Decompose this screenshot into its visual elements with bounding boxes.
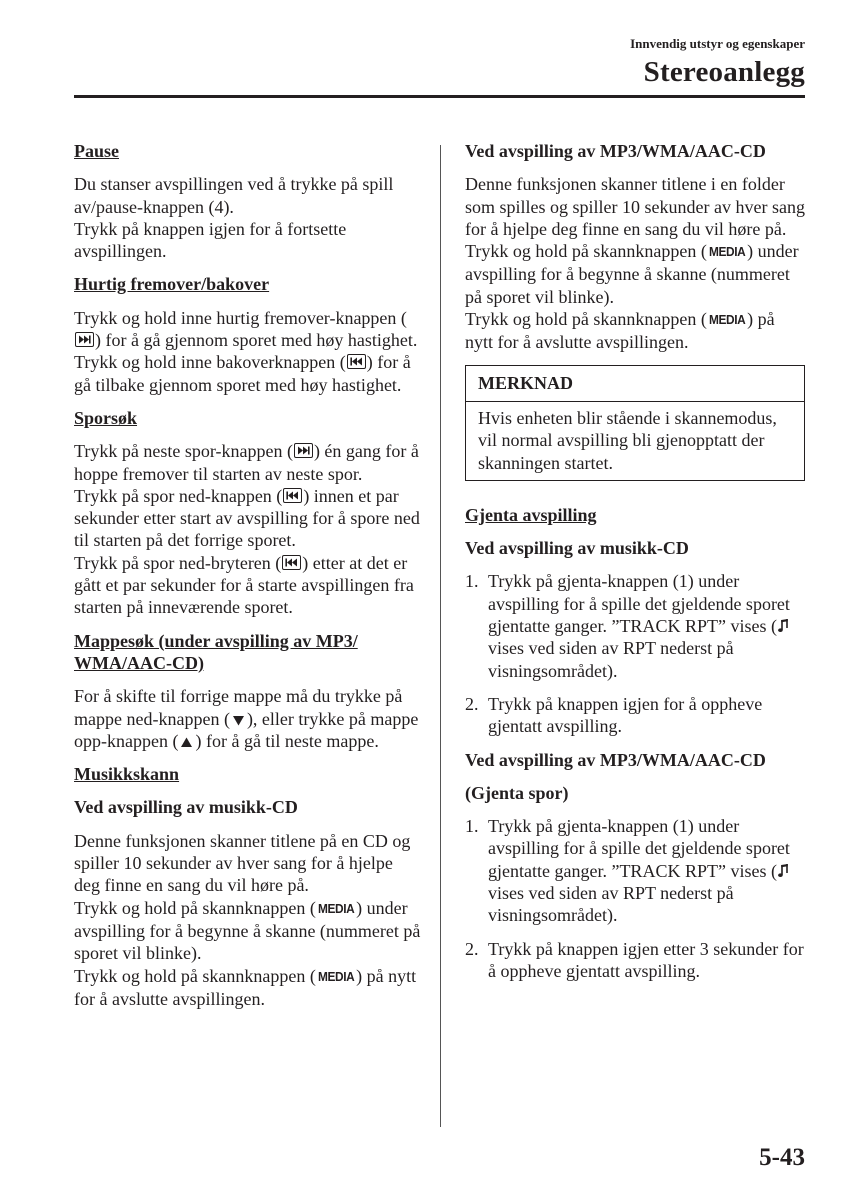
text: ), eller trykke på mappe opp-knappen ( <box>74 708 419 751</box>
list-item <box>465 815 805 926</box>
list-item <box>465 938 805 983</box>
triangle-down-icon <box>231 714 246 727</box>
text: Trykk på knappen igjen for å fortsette avspillingen. <box>74 218 347 262</box>
subheading-mp3-cd: Ved avspilling av MP3/WMA/AAC-CD <box>465 749 766 770</box>
steps-list <box>465 570 805 737</box>
subheading-music-cd: Ved avspilling av musikk-CD <box>465 538 689 559</box>
section-heading-music-scan: Musikkskann <box>74 764 180 785</box>
paragraph <box>74 173 422 262</box>
previous-track-icon <box>282 555 301 570</box>
text: Trykk og hold på skannknappen ( <box>465 309 707 330</box>
text: ) på nytt for å avslutte avspillingen. <box>74 965 417 1009</box>
text: ) for å gå til neste mappe. <box>195 730 379 751</box>
text: ) under avspilling for å begynne å skanne (nummeret på sporet vil blinke). <box>74 897 421 964</box>
text: For å skifte til forrige mappe må du trykke på mappe ned-knappen ( <box>74 686 403 729</box>
header-subtitle: Innvendig utstyr og egenskaper <box>630 36 805 51</box>
text: ) innen et par sekunder etter start av avspilling for å spore ned til starten på det forrige sporet. <box>74 485 420 551</box>
paragraph <box>465 173 805 353</box>
section-heading-track-search: Sporsøk <box>74 407 138 428</box>
section-heading-fast-forward: Hurtig fremover/bakover <box>74 274 270 295</box>
subheading-mp3-cd: Ved avspilling av MP3/WMA/AAC-CD <box>465 141 766 161</box>
step-number: 2. <box>465 693 479 714</box>
paragraph <box>74 440 422 618</box>
text: Denne funksjonen skanner titlene i en folder som spilles og spiller 10 sekunder av hver sang for å hjelpe deg finne en sang du vil høre på. Trykk og hold på skannknappen ( <box>465 174 805 262</box>
text: vises ved siden av RPT nederst på visningsområdet). <box>488 883 734 926</box>
text: Du stanser avspillingen ved å trykke på spill av/pause-knappen (4). <box>74 174 394 217</box>
text: ) under avspilling for å begynne å skanne (nummeret på sporet vil blinke). <box>465 241 799 307</box>
text: Trykk og hold inne hurtig fremover-knappen ( <box>74 307 407 328</box>
media-icon: MEDIA <box>708 245 746 260</box>
page-title: Stereoanlegg <box>643 56 805 88</box>
paragraph <box>74 830 422 1010</box>
text: Trykk på gjenta-knappen (1) under avspilling for å spille det gjeldende sporet gjentatte ganger. ”TRACK RPT” vises ( <box>488 816 790 881</box>
subheading-music-cd: Ved avspilling av musikk-CD <box>74 797 298 818</box>
paragraph <box>74 307 422 396</box>
text: Trykk på spor ned-bryteren ( <box>74 552 282 573</box>
previous-track-icon <box>283 488 302 503</box>
text: Trykk på knappen igjen etter 3 sekunder for å oppheve gjentatt avspilling. <box>488 938 804 981</box>
text: Trykk på spor ned-knappen ( <box>74 485 283 506</box>
text: ) én gang for å hoppe fremover til starten av neste spor. <box>74 441 419 484</box>
list-item <box>465 570 805 681</box>
media-icon: MEDIA <box>317 969 355 984</box>
section-heading-repeat: Gjenta avspilling <box>465 504 597 525</box>
text: ) på nytt for å avslutte avspillingen. <box>465 309 775 353</box>
steps-list <box>465 815 805 982</box>
note-box <box>465 365 805 481</box>
note-body: Hvis enheten blir stående i skannemodus, vil normal avspilling bli gjenopptatt der skanningen startet. <box>478 407 777 473</box>
text: ) etter at det er gått et par sekunder for å starte avspillingen fra starten på inneværende sporet. <box>74 552 414 618</box>
text: Trykk på knappen igjen for å oppheve gjentatt avspilling. <box>488 693 763 737</box>
text: ) for å gå tilbake gjennom sporet med høy hastighet. <box>74 352 411 395</box>
section-heading-folder-search: Mappesøk (under avspilling av MP3/ WMA/AAC-CD) <box>74 630 358 673</box>
header-divider <box>74 95 805 98</box>
music-note-icon <box>778 618 789 634</box>
left-column <box>74 140 422 1021</box>
step-number: 1. <box>465 571 479 592</box>
next-track-icon <box>75 332 94 347</box>
next-track-icon <box>294 443 313 458</box>
step-number: 1. <box>465 816 479 837</box>
previous-track-icon <box>347 354 366 369</box>
subheading-repeat-track: (Gjenta spor) <box>465 782 569 803</box>
triangle-up-icon <box>179 736 194 749</box>
section-heading-pause: Pause <box>74 141 119 161</box>
step-number: 2. <box>465 938 479 959</box>
list-item <box>465 693 805 738</box>
text: Trykk og hold på skannknappen ( <box>74 897 316 918</box>
text: vises ved siden av RPT nederst på visningsområdet). <box>488 638 734 681</box>
note-title: MERKNAD <box>466 366 804 402</box>
music-note-icon <box>778 863 789 879</box>
text: Denne funksjonen skanner titlene på en CD og spiller 10 sekunder av hver sang for å hjelpe deg finne en sang du vil høre på. <box>74 830 411 896</box>
page-number: 5-43 <box>759 1144 805 1171</box>
media-icon: MEDIA <box>317 901 355 916</box>
text: Trykk på gjenta-knappen (1) under avspilling for å spille det gjeldende sporet gjentatte ganger. ”TRACK RPT” vises ( <box>488 571 790 637</box>
text: ) for å gå gjennom sporet med høy hastighet. Trykk og hold inne bakoverknappen ( <box>74 330 418 373</box>
column-divider <box>440 145 441 1127</box>
paragraph <box>74 685 422 752</box>
media-icon: MEDIA <box>708 313 746 328</box>
text: Trykk på neste spor-knappen ( <box>74 441 293 462</box>
right-column <box>465 140 805 993</box>
text: Trykk og hold på skannknappen ( <box>74 965 316 986</box>
